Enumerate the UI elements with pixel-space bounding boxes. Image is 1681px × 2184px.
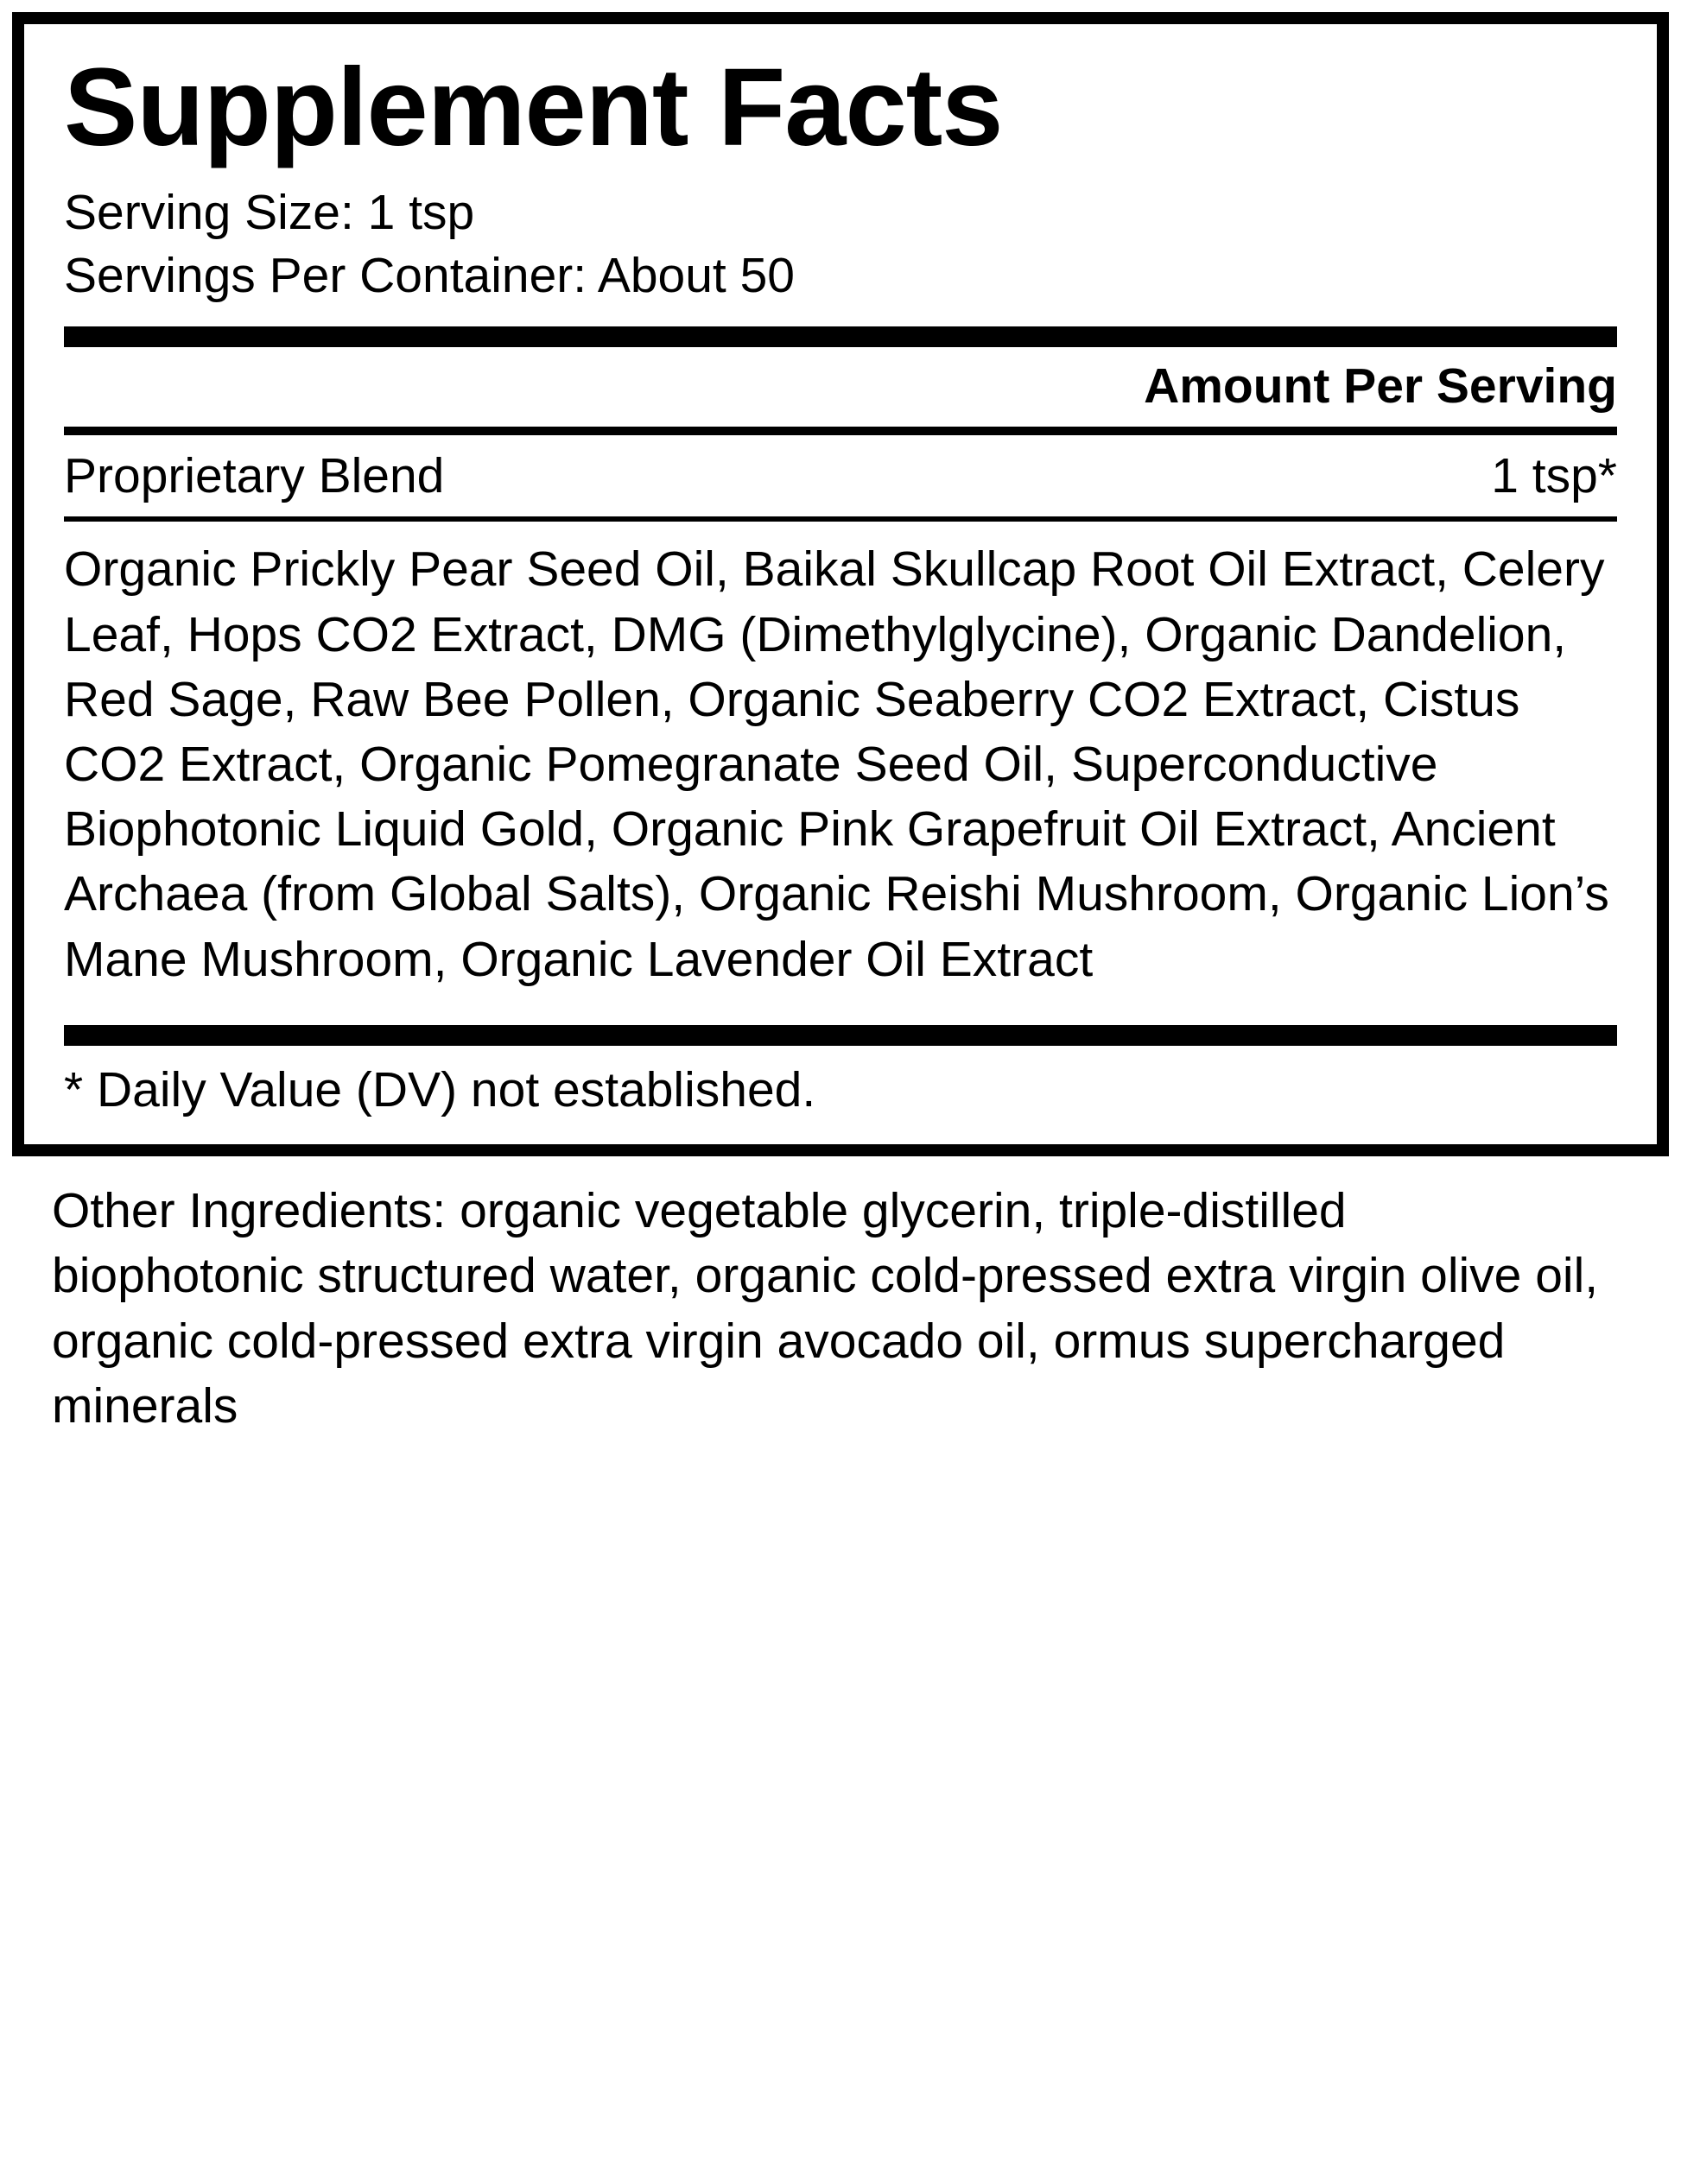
amount-per-serving-header: Amount Per Serving [1144, 358, 1617, 415]
supplement-facts-panel [12, 12, 1669, 1156]
serving-size-text: Serving Size: 1 tsp [64, 185, 475, 241]
daily-value-footnote: * Daily Value (DV) not established. [64, 1061, 816, 1117]
page-title: Supplement Facts [64, 46, 1003, 169]
divider-thick-bottom [64, 1025, 1617, 1046]
other-ingredients-text: Other Ingredients: organic vegetable glycerin, triple-distilled biophotonic structured water, organic cold-pressed extra virgin olive oil, organic cold-pressed extra virgin avocado oil, ormus supercharged minerals [52, 1183, 1599, 1434]
divider-medium [64, 427, 1617, 435]
proprietary-blend-label: Proprietary Blend [64, 448, 445, 504]
proprietary-blend-row [64, 435, 1617, 516]
divider-thick-top [64, 326, 1617, 347]
proprietary-blend-amount: 1 tsp* [1491, 448, 1617, 504]
servings-per-container-text: Servings Per Container: About 50 [64, 248, 796, 304]
blend-ingredients-text: Organic Prickly Pear Seed Oil, Baikal Skullcap Root Oil Extract, Celery Leaf, Hops CO2 Extract, DMG (Dimethylglycine), Organic Dandelion, Red Sage, Raw Bee Pollen, Organic Seaberry CO2 Extract, Cistus CO2 Extract, Organic Pomegranate Seed Oil, Superconductive Biophotonic Liquid Gold, Organic Pink Grapefruit Oil Extract, Ancient Archaea (from Global Salts), Organic Reishi Mushroom, Organic Lion’s Mane Mushroom, Organic Lavender Oil Extract [64, 541, 1609, 987]
